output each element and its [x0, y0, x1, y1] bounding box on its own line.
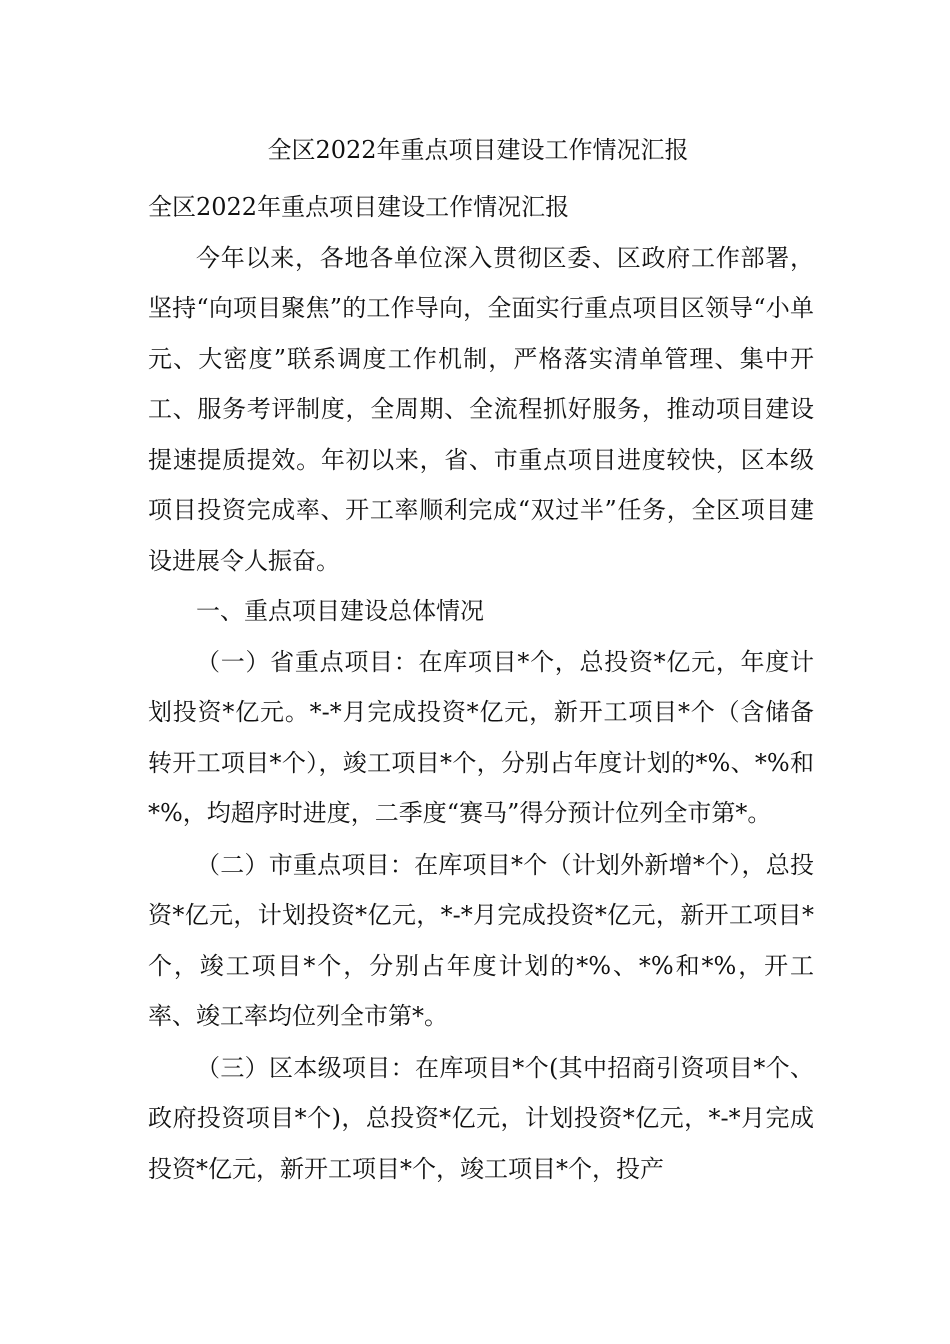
subtitle-paragraph: 全区2022年重点项目建设工作情况汇报: [148, 193, 570, 221]
document-body: [148, 182, 814, 1194]
district-projects-paragraph: （三）区本级项目：在库项目*个(其中招商引资项目*个、政府投资项目*个)，总投资*亿元，计划投资*亿元，*-*月完成投资*亿元，新开工项目*个，竣工项目*个，投产: [148, 1053, 814, 1183]
section-heading-overall: 一、重点项目建设总体情况: [196, 597, 484, 625]
city-projects-paragraph: （二）市重点项目：在库项目*个（计划外新增*个），总投资*亿元，计划投资*亿元，*-*月完成投资*亿元，新开工项目*个，竣工项目*个，分别占年度计划的*%、*%和*%，开工率、竣工率均位列全市第*。: [148, 850, 814, 1030]
intro-paragraph: 今年以来，各地各单位深入贯彻区委、区政府工作部署，坚持“向项目聚焦”的工作导向，全面实行重点项目区领导“小单元、大密度”联系调度工作机制，严格落实清单管理、集中开工、服务考评制度，全周期、全流程抓好服务，推动项目建设提速提质提效。年初以来，省、市重点项目进度较快，区本级项目投资完成率、开工率顺利完成“双过半”任务，全区项目建设进展令人振奋。: [148, 243, 814, 575]
provincial-projects-paragraph: （一）省重点项目：在库项目*个，总投资*亿元，年度计划投资*亿元。*-*月完成投资*亿元，新开工项目*个（含储备转开工项目*个），竣工项目*个，分别占年度计划的*%、*%和*%，均超序时进度，二季度“赛马”得分预计位列全市第*。: [148, 647, 814, 827]
document-title: 全区2022年重点项目建设工作情况汇报: [267, 136, 689, 164]
